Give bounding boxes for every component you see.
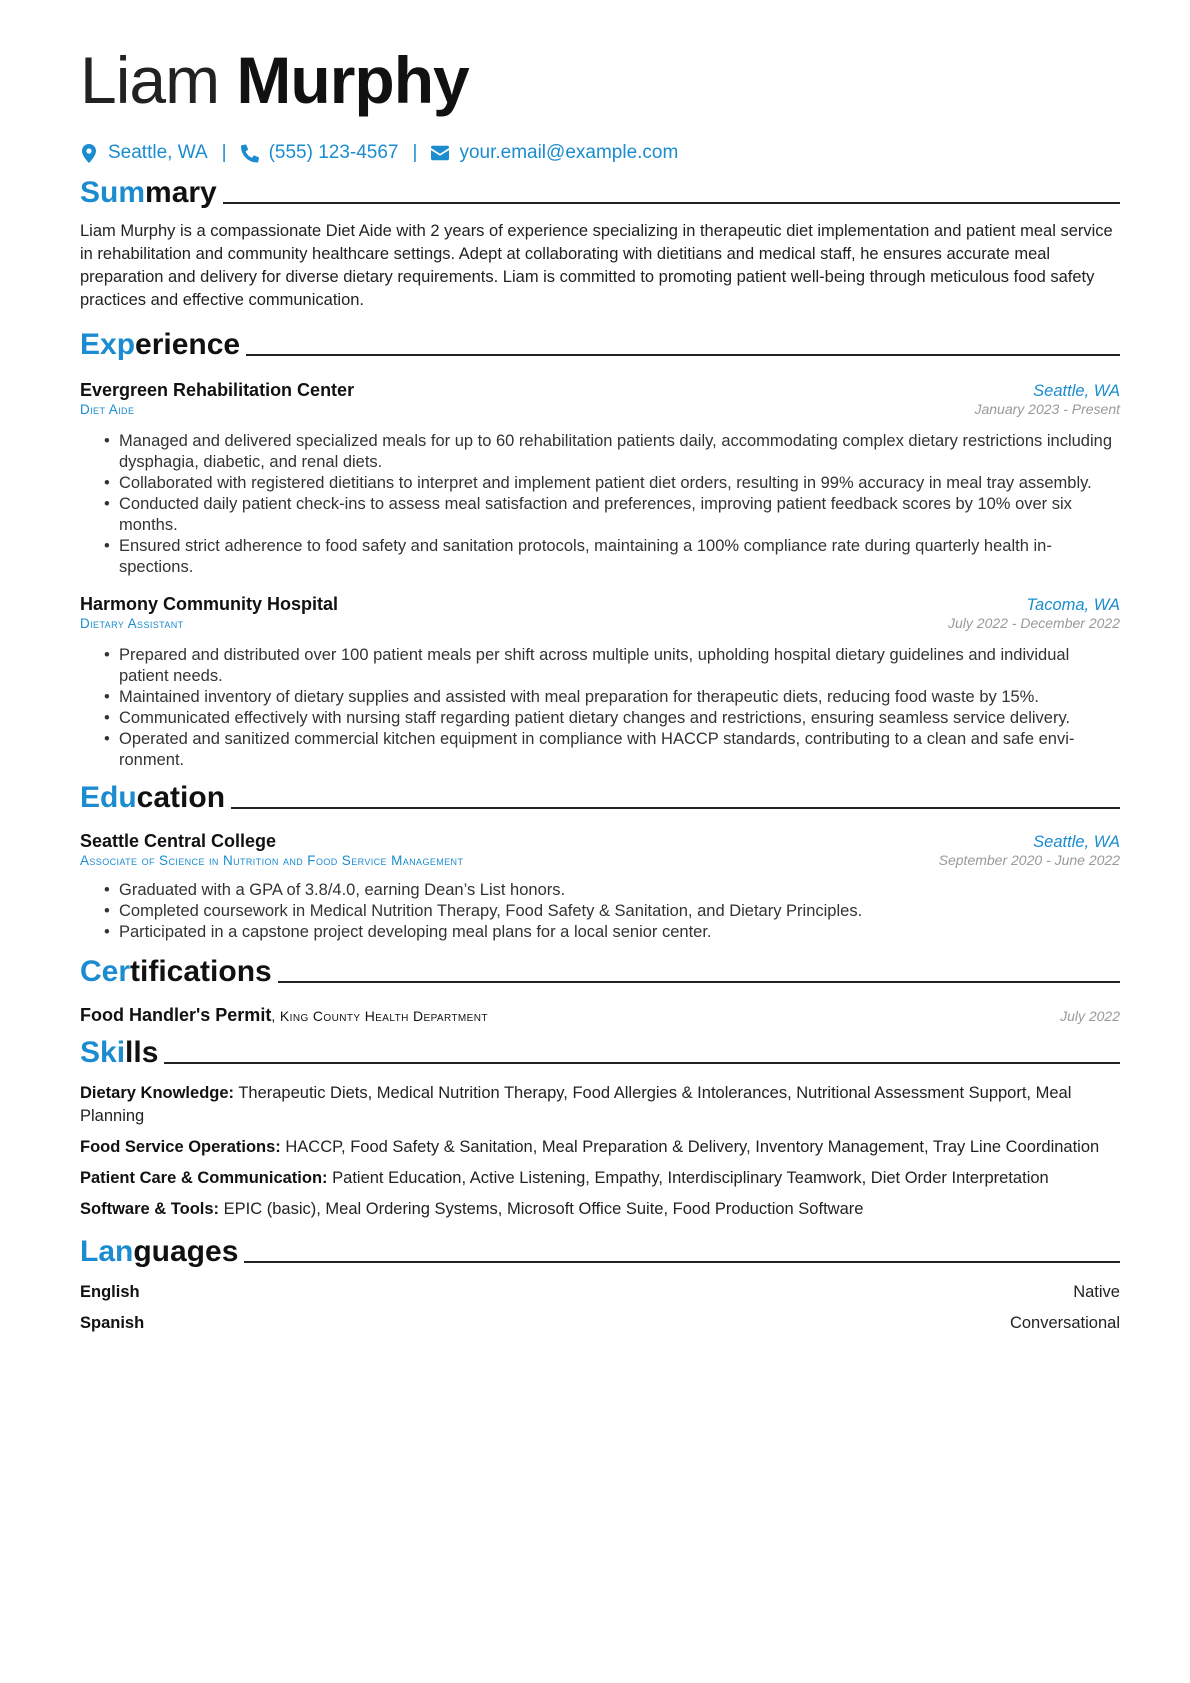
last-name: Murphy [236, 43, 469, 117]
job-title: Diet Aide [80, 402, 135, 417]
skill-row [80, 1167, 1120, 1190]
section-rule [244, 1261, 1120, 1263]
bullet-item: • Participated in a capstone project developing meal plans for a local senior center. [119, 922, 1120, 943]
job-title: Dietary Assistant [80, 616, 184, 631]
section-title: Skills [80, 1036, 159, 1069]
language-level: Conversational [1009, 1314, 1120, 1332]
section-title: Summary [80, 176, 217, 209]
skills-heading [80, 1034, 1120, 1072]
job-bullets [80, 645, 1120, 771]
skill-row [80, 1136, 1120, 1159]
school-name: Seattle Central College [80, 831, 277, 851]
bullet-item: • Ensured strict adherence to food safety and sanitation protocols, maintaining a 100% compliance rate during quarterly health inspections. [119, 536, 1120, 578]
section-rule [246, 354, 1120, 356]
bullet-item: • Operated and sanitized commercial kitchen equipment in compliance with HACCP standards, contributing to a clean and safe environment. [119, 729, 1120, 771]
job-location: Seattle, WA [1033, 382, 1120, 400]
bullet-item: • Maintained inventory of dietary supplies and assisted with meal preparation for therapeutic diets, reducing food waste by 15%. [119, 687, 1120, 708]
phone-icon [241, 143, 259, 163]
languages-heading [80, 1233, 1120, 1271]
language-row [80, 1281, 1120, 1304]
phone-text: (555) 123-4567 [268, 142, 399, 163]
section-title: Languages [80, 1235, 239, 1268]
section-title: Experience [80, 328, 241, 361]
school-location: Seattle, WA [1033, 833, 1120, 851]
summary-heading [80, 174, 1120, 212]
contact-separator: | [221, 142, 227, 163]
language-name: English [80, 1283, 140, 1301]
experience-heading [80, 326, 1120, 364]
job-entry [80, 380, 1120, 578]
job-dates: January 2023 - Present [974, 401, 1120, 417]
map-pin-icon [80, 143, 98, 163]
section-rule [223, 202, 1120, 204]
resume-page [80, 40, 1120, 1335]
bullet-item: • Graduated with a GPA of 3.8/4.0, earning Dean’s List honors. [119, 880, 1120, 901]
contact-separator: | [412, 142, 418, 163]
education-bullets [80, 880, 1120, 943]
skill-values: Patient Education, Active Listening, Empathy, Interdisciplinary Teamwork, Diet Order Interpretation [332, 1169, 1049, 1187]
job-location: Tacoma, WA [1026, 596, 1120, 614]
certification-issuer: King County Health Department [279, 1008, 488, 1024]
certification-date: July 2022 [1060, 1008, 1120, 1024]
skill-label: Food Service Operations: [80, 1138, 281, 1156]
skill-label: Software & Tools: [80, 1200, 220, 1218]
certification-entry: Food Handler's Permit, King County Health Department July 2022 [80, 1005, 1120, 1025]
bullet-item: • Completed coursework in Medical Nutrition Therapy, Food Safety & Sanitation, and Dietary Principles. [119, 901, 1120, 922]
bullet-item: • Managed and delivered specialized meals for up to 60 rehabilitation patients daily, accommodating complex dietary restrictions including dysphagia, diabetic, and renal diets. [119, 431, 1120, 473]
skill-row [80, 1082, 1120, 1128]
certifications-heading [80, 953, 1120, 991]
skill-values: HACCP, Food Safety & Sanitation, Meal Preparation & Delivery, Inventory Management, Tray Line Coordination [285, 1138, 1100, 1156]
job-bullets [80, 431, 1120, 578]
skill-row [80, 1198, 1120, 1221]
language-level: Native [1073, 1283, 1120, 1301]
first-name: Liam [80, 43, 220, 117]
summary-text: Liam Murphy is a compassionate Diet Aide with 2 years of experience specializing in therapeutic diet implementation and patient meal service in rehabilitation and community healthcare settings. Adept at collaborating with dietitians and medical staff, he ensures accurate meal preparation and delivery for diverse dietary requirements. Liam is committed to promoting patient well-being through meticulous food safety practices and effective communication. [80, 222, 1113, 309]
contact-line [80, 142, 1120, 164]
skill-values: EPIC (basic), Meal Ordering Systems, Microsoft Office Suite, Food Production Software [223, 1200, 864, 1218]
job-entry [80, 594, 1120, 771]
skill-label: Dietary Knowledge: [80, 1084, 235, 1102]
email-item[interactable] [431, 142, 678, 164]
section-title: Education [80, 781, 226, 814]
email-link[interactable]: your.email@example.com [459, 142, 679, 163]
bullet-item: • Collaborated with registered dietitians to interpret and implement patient diet orders, resulting in 99% accuracy in meal tray assembly. [119, 473, 1120, 494]
employer-name: Evergreen Rehabilitation Center [80, 380, 355, 400]
skill-label: Patient Care & Communication: [80, 1169, 328, 1187]
bullet-item: • Communicated effectively with nursing staff regarding patient dietary changes and restrictions, ensuring seamless service delivery. [119, 708, 1120, 729]
certification-name: Food Handler's Permit [80, 1005, 272, 1025]
section-title: Certifications [80, 955, 272, 988]
envelope-icon [431, 143, 449, 163]
location-item [80, 142, 208, 164]
job-dates: July 2022 - December 2022 [948, 615, 1120, 631]
location-text: Seattle, WA [108, 142, 208, 163]
education-entry [80, 831, 1120, 943]
bullet-item: • Conducted daily patient check-ins to assess meal satisfaction and preferences, improving patient feedback scores by 10% over six months. [119, 494, 1120, 536]
education-dates: September 2020 - June 2022 [938, 852, 1120, 868]
language-row [80, 1312, 1120, 1335]
candidate-name [80, 40, 1120, 120]
section-rule [164, 1062, 1120, 1064]
employer-name: Harmony Community Hospital [80, 594, 339, 614]
skill-values: Therapeutic Diets, Medical Nutrition Therapy, Food Allergies & Intolerances, Nutritional Assessment Support, Meal Planning [80, 1084, 1072, 1125]
language-name: Spanish [80, 1314, 145, 1332]
bullet-item: • Prepared and distributed over 100 patient meals per shift across multiple units, upholding hospital dietary guidelines and individual patient needs. [119, 645, 1120, 687]
phone-item[interactable] [241, 142, 399, 164]
section-rule [231, 807, 1120, 809]
section-rule [278, 981, 1120, 983]
degree-name: Associate of Science in Nutrition and Food Service Management [80, 853, 464, 868]
education-heading [80, 779, 1120, 817]
